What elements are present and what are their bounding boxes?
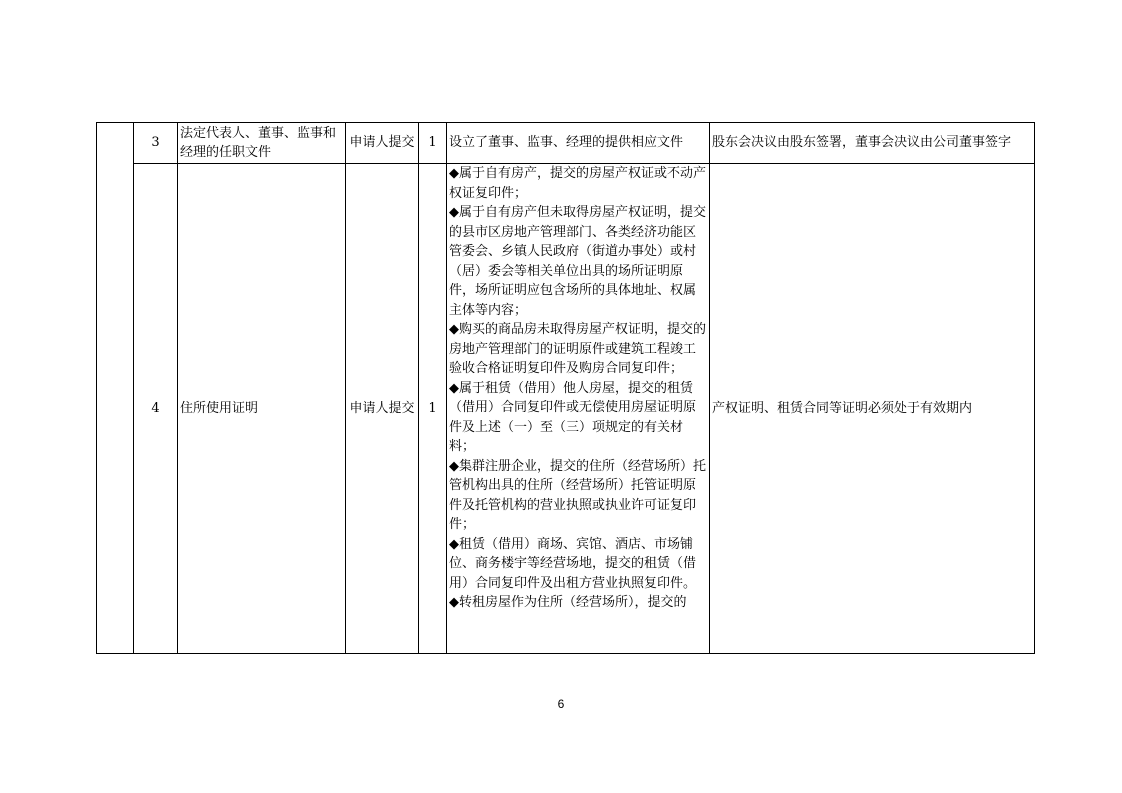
copy-count: 1 (419, 123, 447, 164)
requirement-item: ◆租赁（借用）商场、宾馆、酒店、市场铺位、商务楼宇等经营场地，提交的租赁（借用）合同复印件及出租方营业执照复印件。 (449, 536, 697, 591)
notes-text: 产权证明、租赁合同等证明必须处于有效期内 (710, 164, 1035, 654)
page-number: 6 (557, 697, 565, 711)
requirement-text: 设立了董事、监事、经理的提供相应文件 (447, 123, 710, 164)
requirements-cell (447, 164, 710, 654)
table-row (97, 123, 1035, 164)
copy-count: 1 (419, 164, 447, 654)
requirement-item: ◆属于自有房产，提交的房屋产权证或不动产权证复印件； (449, 166, 706, 201)
item-number: 3 (134, 123, 178, 164)
material-source: 申请人提交 (346, 164, 419, 654)
blank-cell (97, 123, 134, 654)
item-number: 4 (134, 164, 178, 654)
table-row (97, 164, 1035, 654)
material-name: 住所使用证明 (178, 164, 346, 654)
requirement-item: ◆转租房屋作为住所（经营场所），提交的 (449, 595, 687, 610)
requirement-item: ◆属于自有房产但未取得房屋产权证明，提交的县市区房地产管理部门、各类经济功能区管委会、乡镇人民政府（街道办事处）或村（居）委会等相关单位出具的场所证明原件，场所证明应包含场所的具体地址、权属主体等内容； (449, 205, 706, 318)
requirement-item: ◆购买的商品房未取得房屋产权证明，提交的房地产管理部门的证明原件或建筑工程竣工验收合格证明复印件及购房合同复印件； (449, 322, 706, 376)
material-name: 法定代表人、董事、监事和经理的任职文件 (178, 123, 346, 164)
material-source: 申请人提交 (346, 123, 419, 164)
notes-text: 股东会决议由股东签署，董事会决议由公司董事签字 (710, 123, 1035, 164)
requirement-item: ◆属于租赁（借用）他人房屋，提交的租赁（借用）合同复印件或无偿使用房屋证明原件及上述（一）至（三）项规定的有关材料； (449, 380, 697, 454)
materials-table (96, 122, 1035, 654)
requirement-item: ◆集群注册企业，提交的住所（经营场所）托管机构出具的住所（经营场所）托管证明原件及托管机构的营业执照或执业许可证复印件； (449, 458, 706, 532)
